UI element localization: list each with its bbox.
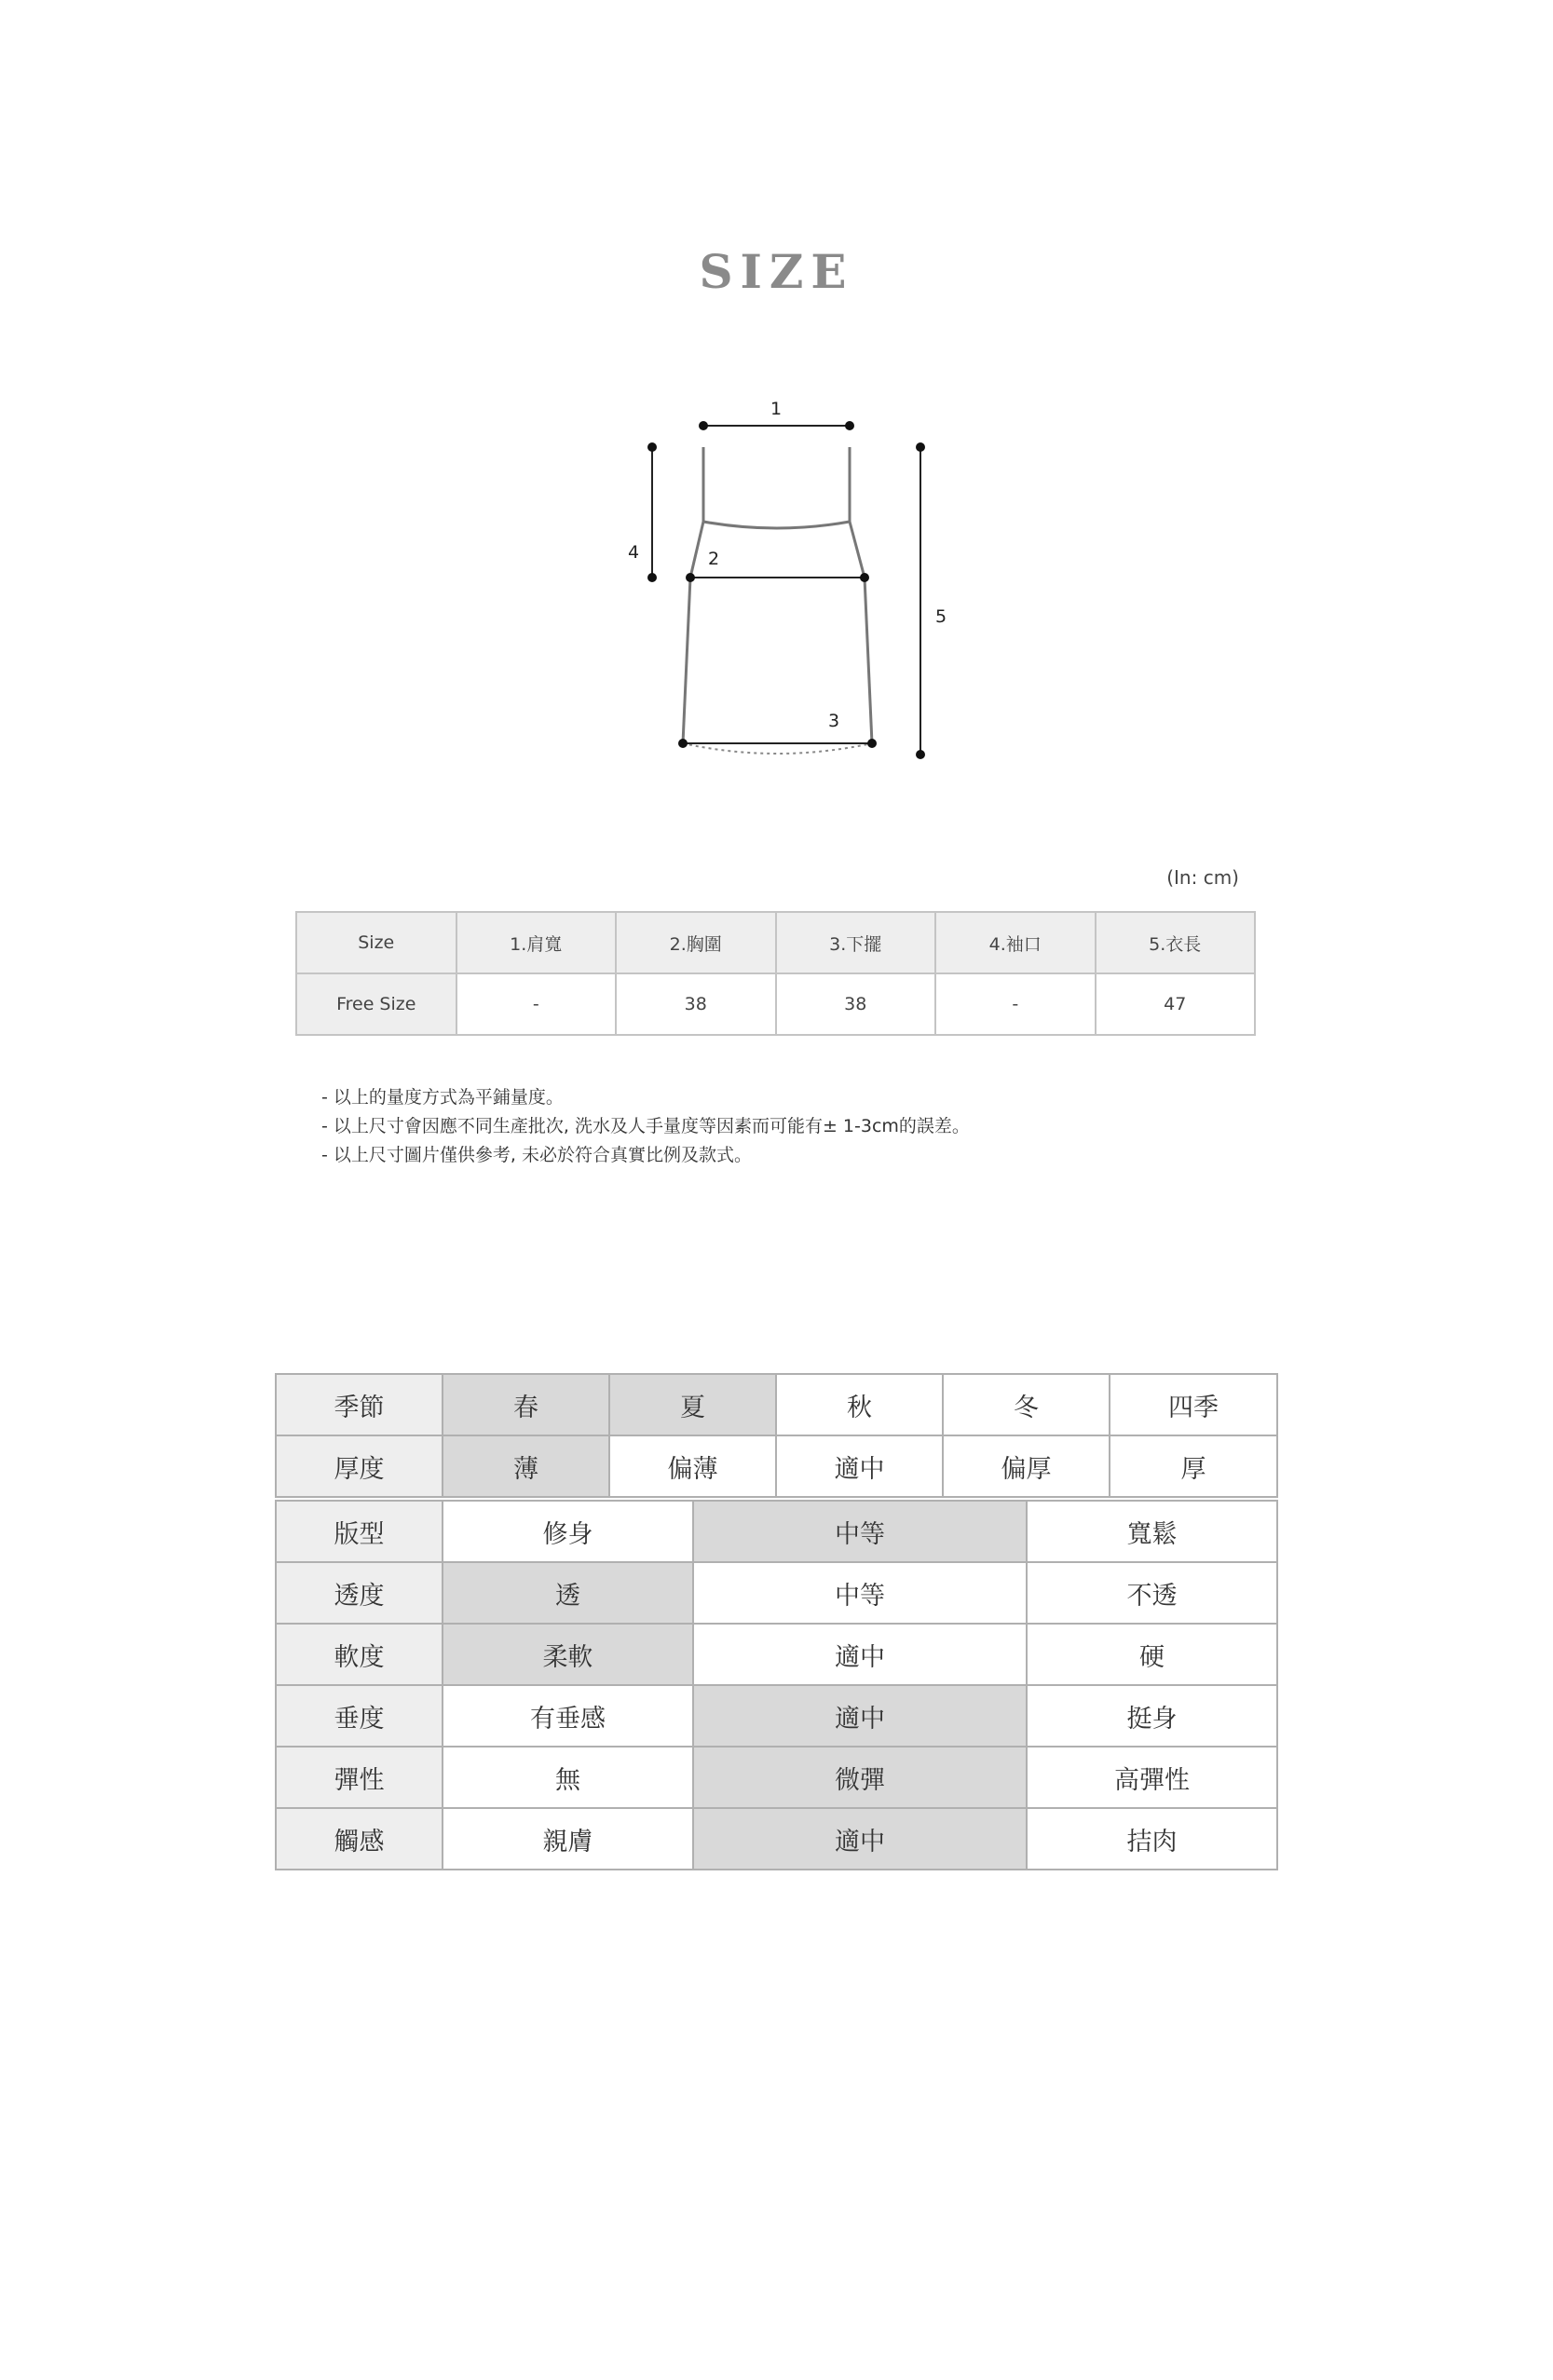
thickness-slightly-thick: 偏厚 bbox=[943, 1435, 1110, 1497]
row-label-thickness: 厚度 bbox=[276, 1435, 443, 1497]
page-title: SIZE bbox=[699, 244, 854, 299]
bodice-right bbox=[850, 522, 865, 578]
bodice-left bbox=[690, 522, 703, 578]
row-label-softness: 軟度 bbox=[276, 1624, 443, 1685]
season-all: 四季 bbox=[1110, 1374, 1277, 1435]
size-header-cell: 5.衣長 bbox=[1096, 912, 1256, 973]
label-5: 5 bbox=[935, 606, 947, 627]
label-1: 1 bbox=[770, 399, 783, 419]
table-row bbox=[296, 973, 1255, 1035]
row-label-fit: 版型 bbox=[276, 1501, 443, 1562]
camisole-diagram bbox=[606, 382, 978, 773]
hem-line bbox=[683, 743, 872, 754]
size-value-cell: 38 bbox=[776, 973, 936, 1035]
size-header-cell: 1.肩寬 bbox=[456, 912, 617, 973]
fabric-row-drape bbox=[276, 1685, 1277, 1747]
measurement-notes bbox=[321, 1083, 970, 1170]
stretch-none: 無 bbox=[443, 1747, 693, 1808]
size-header-cell: 4.袖口 bbox=[935, 912, 1096, 973]
sheer-medium: 中等 bbox=[693, 1562, 1027, 1624]
sheer-opaque: 不透 bbox=[1027, 1562, 1277, 1624]
fabric-info-table-main bbox=[275, 1373, 1278, 1498]
thickness-thin: 薄 bbox=[443, 1435, 609, 1497]
row-label-season: 季節 bbox=[276, 1374, 443, 1435]
size-row-label: Free Size bbox=[296, 973, 456, 1035]
fit-regular: 中等 bbox=[693, 1501, 1027, 1562]
softness-hard: 硬 bbox=[1027, 1624, 1277, 1685]
size-table-header bbox=[296, 912, 1255, 973]
fabric-row-stretch bbox=[276, 1747, 1277, 1808]
season-summer: 夏 bbox=[609, 1374, 776, 1435]
size-table bbox=[295, 911, 1256, 1036]
stretch-slight: 微彈 bbox=[693, 1747, 1027, 1808]
fabric-info-table-three bbox=[275, 1500, 1278, 1870]
fit-slim: 修身 bbox=[443, 1501, 693, 1562]
note-line: - 以上尺寸會因應不同生產批次, 洗水及人手量度等因素而可能有± 1-3cm的誤差。 bbox=[321, 1116, 970, 1136]
drape-flowy: 有垂感 bbox=[443, 1685, 693, 1747]
touch-skin-friendly: 親膚 bbox=[443, 1808, 693, 1870]
row-label-drape: 垂度 bbox=[276, 1685, 443, 1747]
drape-stiff: 挺身 bbox=[1027, 1685, 1277, 1747]
row-label-stretch: 彈性 bbox=[276, 1747, 443, 1808]
body-left bbox=[683, 578, 690, 743]
row-label-sheer: 透度 bbox=[276, 1562, 443, 1624]
fabric-row-fit bbox=[276, 1501, 1277, 1562]
size-value-cell: - bbox=[456, 973, 617, 1035]
size-value-cell: - bbox=[935, 973, 1096, 1035]
note-line: - 以上尺寸圖片僅供參考, 未必於符合真實比例及款式。 bbox=[321, 1145, 752, 1165]
size-value-cell: 47 bbox=[1096, 973, 1256, 1035]
label-3: 3 bbox=[828, 711, 840, 731]
sheer-see-through: 透 bbox=[443, 1562, 693, 1624]
season-spring: 春 bbox=[443, 1374, 609, 1435]
body-right bbox=[865, 578, 872, 743]
label-2: 2 bbox=[708, 549, 720, 569]
season-autumn: 秋 bbox=[776, 1374, 943, 1435]
fabric-row-touch bbox=[276, 1808, 1277, 1870]
unit-label: (In: cm) bbox=[1166, 866, 1239, 889]
softness-soft: 柔軟 bbox=[443, 1624, 693, 1685]
stretch-high: 高彈性 bbox=[1027, 1747, 1277, 1808]
fit-loose: 寬鬆 bbox=[1027, 1501, 1277, 1562]
thickness-slightly-thin: 偏薄 bbox=[609, 1435, 776, 1497]
touch-itchy: 拮肉 bbox=[1027, 1808, 1277, 1870]
size-header-cell: 2.胸圍 bbox=[616, 912, 776, 973]
softness-medium: 適中 bbox=[693, 1624, 1027, 1685]
size-header-cell: 3.下擺 bbox=[776, 912, 936, 973]
fabric-row-season bbox=[276, 1374, 1277, 1435]
neckline bbox=[703, 522, 850, 528]
drape-medium: 適中 bbox=[693, 1685, 1027, 1747]
size-value-cell: 38 bbox=[616, 973, 776, 1035]
row-label-touch: 觸感 bbox=[276, 1808, 443, 1870]
thickness-thick: 厚 bbox=[1110, 1435, 1277, 1497]
fabric-row-sheer bbox=[276, 1562, 1277, 1624]
note-line: - 以上的量度方式為平鋪量度。 bbox=[321, 1087, 564, 1108]
fabric-row-thickness bbox=[276, 1435, 1277, 1497]
fabric-row-softness bbox=[276, 1624, 1277, 1685]
size-header-cell: Size bbox=[296, 912, 456, 973]
touch-medium: 適中 bbox=[693, 1808, 1027, 1870]
label-4: 4 bbox=[628, 542, 640, 563]
thickness-medium: 適中 bbox=[776, 1435, 943, 1497]
season-winter: 冬 bbox=[943, 1374, 1110, 1435]
